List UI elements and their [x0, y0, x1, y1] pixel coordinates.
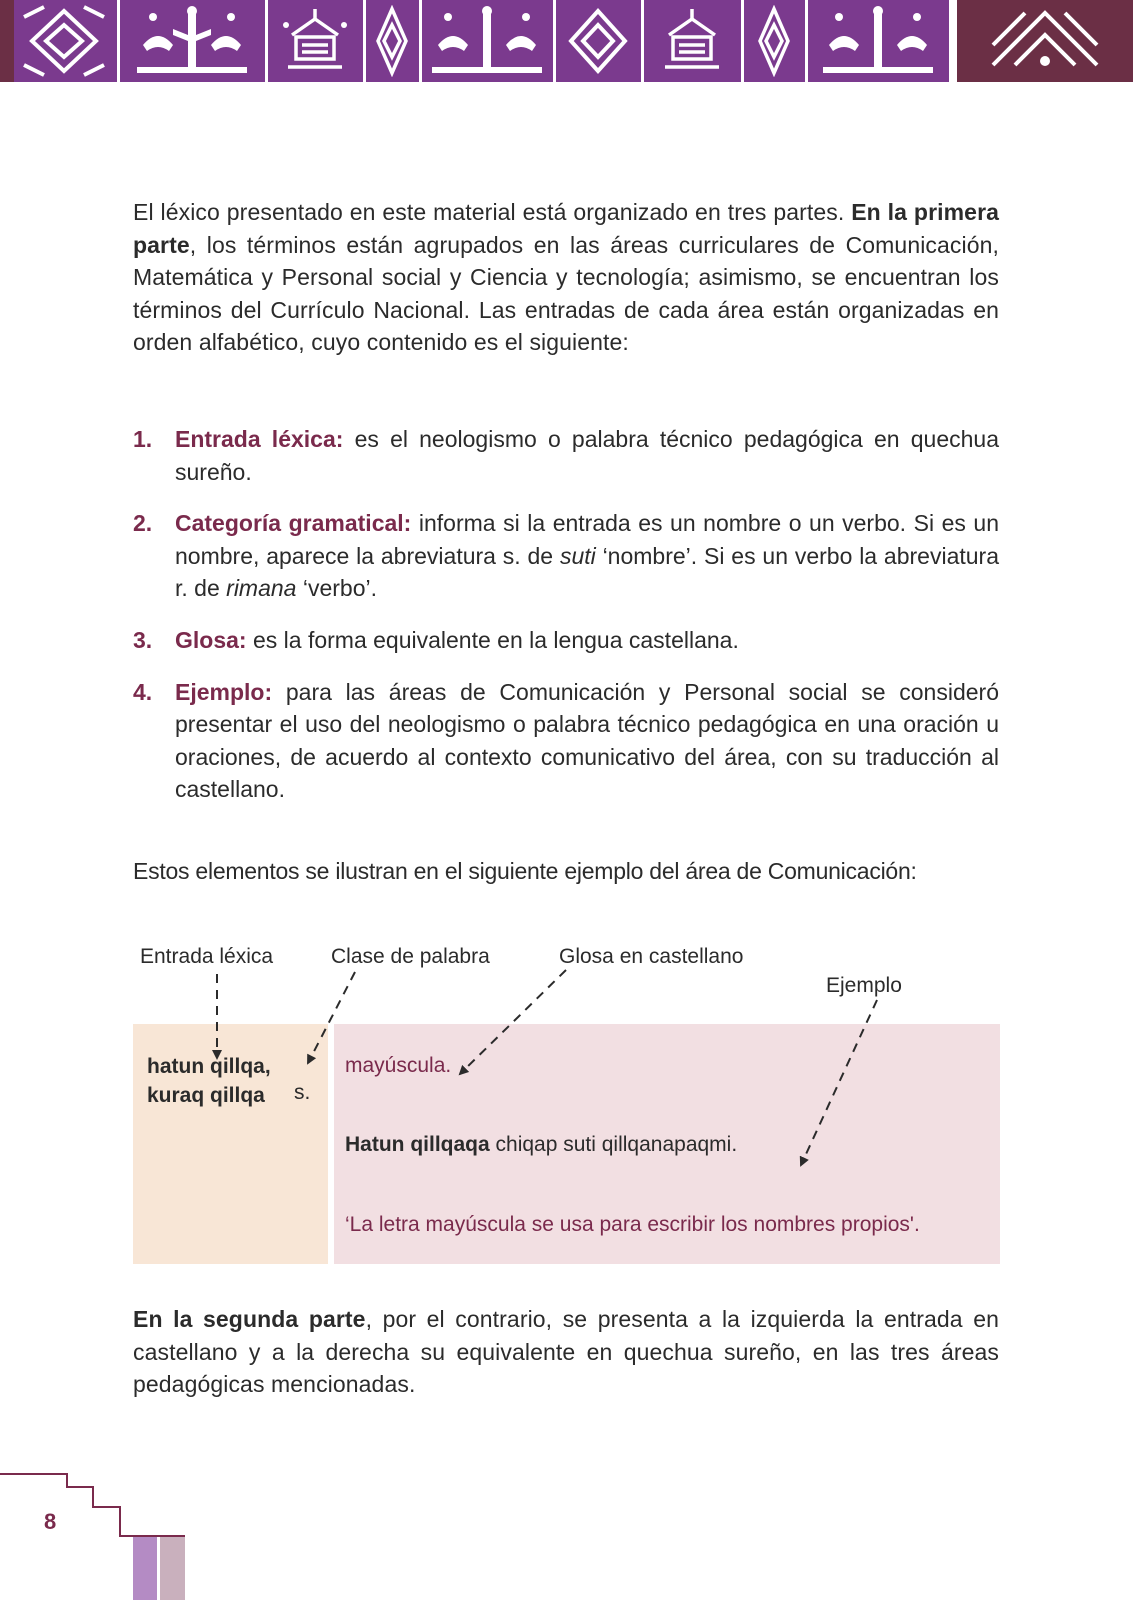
diamond-pattern-icon: [746, 0, 802, 82]
gloss-text: mayúscula.: [345, 1054, 452, 1077]
band-separator: [805, 0, 808, 82]
intro-paragraph: [133, 196, 999, 359]
diamond-pattern-icon: [368, 0, 416, 82]
example-bold: Hatun qillqaqa: [345, 1133, 490, 1156]
band-separator: [419, 0, 422, 82]
band-separator: [265, 0, 268, 82]
example-translation: ‘La letra mayúscula se usa para escribir los nombres propios'.: [345, 1213, 920, 1236]
outro-bold: En la segunda parte: [133, 1306, 366, 1332]
outro-text: , por el contrario, se presenta a la izquierda la entrada en castellano y a la derecha su equivalente en quechua sureño, en las tres áreas pedagógicas mencionadas.: [133, 1306, 999, 1398]
band-separator: [641, 0, 644, 82]
list-term: Ejemplo:: [175, 678, 273, 705]
entry-line: kuraq qillqa: [147, 1084, 265, 1107]
band-separator: [363, 0, 366, 82]
label-entry: Entrada léxica: [140, 945, 274, 968]
word-class: s.: [294, 1081, 311, 1104]
list-italic: rimana: [226, 575, 297, 602]
birds-tree-icon: [424, 0, 550, 82]
footer-tab: [160, 1537, 185, 1600]
diamond-pattern-icon: [558, 0, 638, 82]
lead-sentence: Estos elementos se ilustran en el siguiente ejemplo del área de Comunicación:: [133, 858, 917, 884]
label-class: Clase de palabra: [331, 945, 490, 968]
list-text: es el neologismo o palabra técnico pedagógica en quechua sureño.: [175, 426, 999, 485]
band-separator: [553, 0, 556, 82]
list-text: es la forma equivalente en la lengua castellana.: [246, 626, 739, 653]
list-item: [133, 507, 999, 605]
list-text: ‘verbo’.: [296, 575, 378, 602]
label-gloss: Glosa en castellano: [559, 945, 744, 968]
list-italic: suti: [559, 542, 596, 569]
list-item: [133, 624, 999, 657]
footer-step-line: [0, 0, 200, 1600]
list-text: para las áreas de Comunicación y Personal social se consideró presentar el uso del neologismo o palabra técnico pedagógica en una oración u oraciones, de acuerdo al contexto comunicativo del área, con su traducción al castellano.: [175, 678, 999, 803]
birds-tree-icon: [810, 0, 946, 82]
list-item: [133, 676, 999, 806]
footer-tab: [133, 1537, 157, 1600]
page-number: 8: [44, 1509, 57, 1534]
list-term: Entrada léxica:: [175, 426, 344, 452]
list-text: informa si la entrada es un nombre o un verbo. Si es un nombre, aparece la abreviatura s. de: [175, 510, 999, 569]
entry-line: hatun qillqa,: [147, 1055, 271, 1078]
band-separator: [741, 0, 744, 82]
loom-icon: [270, 0, 360, 82]
content-list: [133, 423, 999, 825]
example-rest: chiqap suti qillqanapaqmi.: [489, 1133, 738, 1156]
list-term: Glosa:: [175, 626, 247, 653]
list-text: ‘nombre’. Si es un verbo la abreviatura r. de: [175, 542, 999, 602]
outro-paragraph: [133, 1303, 999, 1401]
diamond-pattern-icon: [957, 0, 1133, 82]
loom-icon: [646, 0, 738, 82]
example-sentence: [345, 1133, 737, 1157]
list-item: [133, 423, 999, 488]
intro-bold: En la primera parte: [133, 199, 1000, 258]
intro-text-a: El léxico presentado en este material está organizado en tres partes.: [133, 199, 852, 225]
list-number: 1.: [133, 426, 153, 452]
intro-text-c: , los términos están agrupados en las áreas curriculares de Comunicación, Matemática y Personal social y Ciencia y tecnología; asimismo, se encuentran los términos del Currículo Nacional. Las entradas de cada área están organizadas en orden alfabético, cuyo contenido es el siguiente:: [133, 231, 999, 356]
list-term: Categoría gramatical:: [175, 510, 412, 537]
list-number: 3.: [133, 626, 153, 653]
list-number: 4.: [133, 678, 153, 705]
band-separator: [949, 0, 957, 82]
label-example: Ejemplo: [826, 974, 902, 997]
list-number: 2.: [133, 510, 153, 537]
